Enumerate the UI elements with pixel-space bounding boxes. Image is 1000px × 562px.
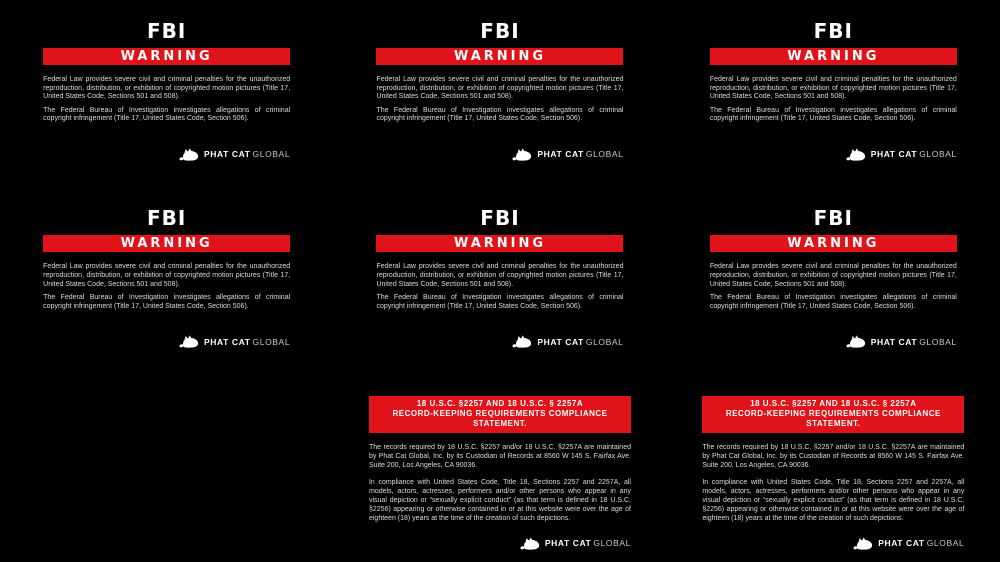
phat-cat-silhouette-icon bbox=[511, 334, 534, 349]
fbi-paragraph-1: Federal Law provides severe civil and criminal penalties for the unauthorized reproduction, distribution, or exhibition of copyrighted motion pictures (Title 17, United States Code, Sections 501 and 508). bbox=[376, 76, 624, 101]
grid-cell-r1c2 bbox=[333, 0, 666, 187]
warning-banner: WARNING bbox=[43, 235, 290, 252]
phat-cat-global-logo bbox=[710, 147, 957, 162]
grid-cell-r3c2 bbox=[333, 375, 666, 562]
logo-text-global: GLOBAL bbox=[919, 149, 957, 160]
logo-text-global: GLOBAL bbox=[585, 149, 624, 160]
fbi-paragraph-2: The Federal Bureau of Investigation investigates allegations of criminal copyright infringement (Title 17, United States Code, Section 506). bbox=[43, 106, 291, 123]
fbi-paragraph-2: The Federal Bureau of Investigation investigates allegations of criminal copyright infringement (Title 17, United States Code, Section 506). bbox=[709, 294, 957, 310]
fbi-paragraph-2: The Federal Bureau of Investigation investigates allegations of criminal copyright infringement (Title 17, United States Code, Section 506). bbox=[43, 294, 291, 310]
fbi-body-text bbox=[376, 76, 623, 124]
compliance-paragraph-1: The records required by 18 U.S.C. §2257 and/or 18 U.S.C. §2257A are maintained by Phat Cat Global, Inc. by its Custodian of Records at 8560 W 145 S. Fairfax Ave. Suite 200, Los Angeles, CA 90036. bbox=[702, 443, 965, 469]
fbi-body-text bbox=[43, 263, 290, 311]
logo-text-phat-cat: PHAT CAT bbox=[878, 538, 925, 549]
fbi-paragraph-1: Federal Law provides severe civil and criminal penalties for the unauthorized reproduction, distribution, or exhibition of copyrighted motion pictures (Title 17, United States Code, Sections 501 and 508). bbox=[376, 263, 624, 288]
phat-cat-silhouette-icon bbox=[845, 334, 868, 349]
logo-text bbox=[871, 149, 957, 159]
fbi-warning-card bbox=[710, 0, 957, 162]
fbi-warning-card bbox=[710, 187, 957, 349]
fbi-warning-card bbox=[43, 187, 290, 349]
grid-cell-r1c3 bbox=[667, 0, 1000, 187]
fbi-title: FBI bbox=[480, 19, 520, 43]
logo-text-phat-cat: PHAT CAT bbox=[537, 149, 584, 160]
phat-cat-silhouette-icon bbox=[852, 536, 875, 551]
phat-cat-global-logo bbox=[43, 147, 290, 162]
compliance-banner-line-2: RECORD-KEEPING REQUIREMENTS COMPLIANCE STATEMENT. bbox=[392, 408, 608, 428]
logo-text bbox=[878, 538, 964, 548]
phat-cat-global-logo bbox=[710, 334, 957, 349]
phat-cat-silhouette-icon bbox=[845, 147, 868, 162]
grid-cell-r3c1 bbox=[0, 375, 333, 562]
warning-banner: WARNING bbox=[376, 235, 623, 252]
phat-cat-silhouette-icon bbox=[178, 334, 201, 349]
grid-cell-r2c1 bbox=[0, 187, 333, 374]
compliance-banner-line-1: 18 U.S.C. §2257 AND 18 U.S.C. § 2257A bbox=[416, 398, 584, 408]
phat-cat-global-logo bbox=[376, 147, 623, 162]
fbi-title: FBI bbox=[480, 206, 520, 231]
fbi-paragraph-2: The Federal Bureau of Investigation investigates allegations of criminal copyright infringement (Title 17, United States Code, Section 506). bbox=[376, 294, 624, 310]
fbi-title: FBI bbox=[146, 19, 187, 43]
logo-text bbox=[537, 149, 623, 159]
fbi-body-text bbox=[376, 263, 623, 311]
fbi-body-text bbox=[710, 76, 957, 124]
compliance-statement-card bbox=[369, 375, 631, 551]
logo-text-phat-cat: PHAT CAT bbox=[204, 336, 251, 347]
logo-text bbox=[537, 337, 623, 347]
empty-cell bbox=[0, 375, 333, 562]
logo-text bbox=[204, 337, 290, 347]
logo-text-global: GLOBAL bbox=[919, 336, 957, 347]
grid-cell-r2c3 bbox=[667, 187, 1000, 374]
logo-text-global: GLOBAL bbox=[593, 538, 631, 549]
logo-text-phat-cat: PHAT CAT bbox=[870, 149, 918, 160]
warning-banner: WARNING bbox=[43, 48, 290, 65]
warning-banner: WARNING bbox=[710, 235, 957, 252]
grid-cell-r3c3 bbox=[667, 375, 1000, 562]
logo-text-global: GLOBAL bbox=[252, 336, 291, 347]
compliance-paragraph-1: The records required by 18 U.S.C. §2257 and/or 18 U.S.C. §2257A are maintained by Phat Cat Global, Inc. by its Custodian of Records at 8560 W 145 S. Fairfax Ave. Suite 200, Los Angeles, CA 90036. bbox=[368, 443, 631, 469]
compliance-banner bbox=[702, 396, 964, 433]
logo-text-phat-cat: PHAT CAT bbox=[544, 538, 592, 549]
compliance-body-text bbox=[369, 443, 631, 523]
warning-banner: WARNING bbox=[376, 48, 623, 65]
fbi-body-text bbox=[710, 263, 957, 311]
compliance-banner-line-2: RECORD-KEEPING REQUIREMENTS COMPLIANCE STATEMENT. bbox=[725, 408, 941, 428]
fbi-warning-card bbox=[376, 187, 623, 349]
logo-text-phat-cat: PHAT CAT bbox=[204, 149, 251, 160]
grid-cell-r2c2 bbox=[333, 187, 666, 374]
phat-cat-global-logo bbox=[702, 536, 964, 551]
logo-text-global: GLOBAL bbox=[252, 149, 291, 160]
fbi-title: FBI bbox=[146, 206, 187, 231]
fbi-paragraph-1: Federal Law provides severe civil and criminal penalties for the unauthorized reproduction, distribution, or exhibition of copyrighted motion pictures (Title 17, United States Code, Sections 501 and 508). bbox=[43, 76, 291, 101]
phat-cat-global-logo bbox=[43, 334, 290, 349]
compliance-body-text bbox=[702, 443, 964, 523]
fbi-paragraph-1: Federal Law provides severe civil and criminal penalties for the unauthorized reproduction, distribution, or exhibition of copyrighted motion pictures (Title 17, United States Code, Sections 501 and 508). bbox=[709, 76, 957, 101]
logo-text-phat-cat: PHAT CAT bbox=[870, 336, 918, 347]
fbi-warning-card bbox=[376, 0, 623, 162]
compliance-banner bbox=[369, 396, 631, 433]
grid-cell-r1c1 bbox=[0, 0, 333, 187]
fbi-paragraph-1: Federal Law provides severe civil and criminal penalties for the unauthorized reproduction, distribution, or exhibition of copyrighted motion pictures (Title 17, United States Code, Sections 501 and 508). bbox=[709, 263, 957, 288]
logo-text bbox=[871, 337, 957, 347]
phat-cat-silhouette-icon bbox=[519, 536, 542, 551]
phat-cat-global-logo bbox=[376, 334, 623, 349]
fbi-paragraph-2: The Federal Bureau of Investigation investigates allegations of criminal copyright infringement (Title 17, United States Code, Section 506). bbox=[376, 106, 624, 123]
fbi-title: FBI bbox=[813, 206, 853, 231]
logo-text bbox=[545, 538, 631, 548]
logo-text-phat-cat: PHAT CAT bbox=[537, 336, 584, 347]
logo-text-global: GLOBAL bbox=[926, 538, 965, 549]
phat-cat-silhouette-icon bbox=[511, 147, 534, 162]
compliance-banner-line-1: 18 U.S.C. §2257 AND 18 U.S.C. § 2257A bbox=[750, 398, 917, 408]
fbi-title: FBI bbox=[813, 19, 853, 43]
compliance-statement-card bbox=[702, 375, 964, 551]
fbi-body-text bbox=[43, 76, 290, 124]
compliance-paragraph-2: In compliance with United States Code, Title 18, Sections 2257 and 2257A, all models, actors, actresses, performers and/or other persons who appear in any visual depiction or “sexually explicit conduct” (as that term is defined in 18 U.S.C. §2256) appearing or otherwise contained in or at this website were over the age of eighteen (18) years at the time of the creation of such depictions. bbox=[702, 478, 965, 522]
logo-text bbox=[204, 149, 290, 159]
phat-cat-global-logo bbox=[369, 536, 631, 551]
warning-banner: WARNING bbox=[710, 48, 957, 65]
phat-cat-silhouette-icon bbox=[178, 147, 201, 162]
compliance-paragraph-2: In compliance with United States Code, Title 18, Sections 2257 and 2257A, all models, actors, actresses, performers and/or other persons who appear in any visual depiction or “sexually explicit conduct” (as that term is defined in 18 U.S.C. §2256) appearing or otherwise contained in or at this website were over the age of eighteen (18) years at the time of the creation of such depictions. bbox=[368, 478, 631, 522]
fbi-warning-card bbox=[43, 0, 290, 162]
fbi-paragraph-2: The Federal Bureau of Investigation investigates allegations of criminal copyright infringement (Title 17, United States Code, Section 506). bbox=[709, 106, 957, 123]
fbi-paragraph-1: Federal Law provides severe civil and criminal penalties for the unauthorized reproduction, distribution, or exhibition of copyrighted motion pictures (Title 17, United States Code, Sections 501 and 508). bbox=[43, 263, 291, 288]
logo-text-global: GLOBAL bbox=[585, 336, 624, 347]
